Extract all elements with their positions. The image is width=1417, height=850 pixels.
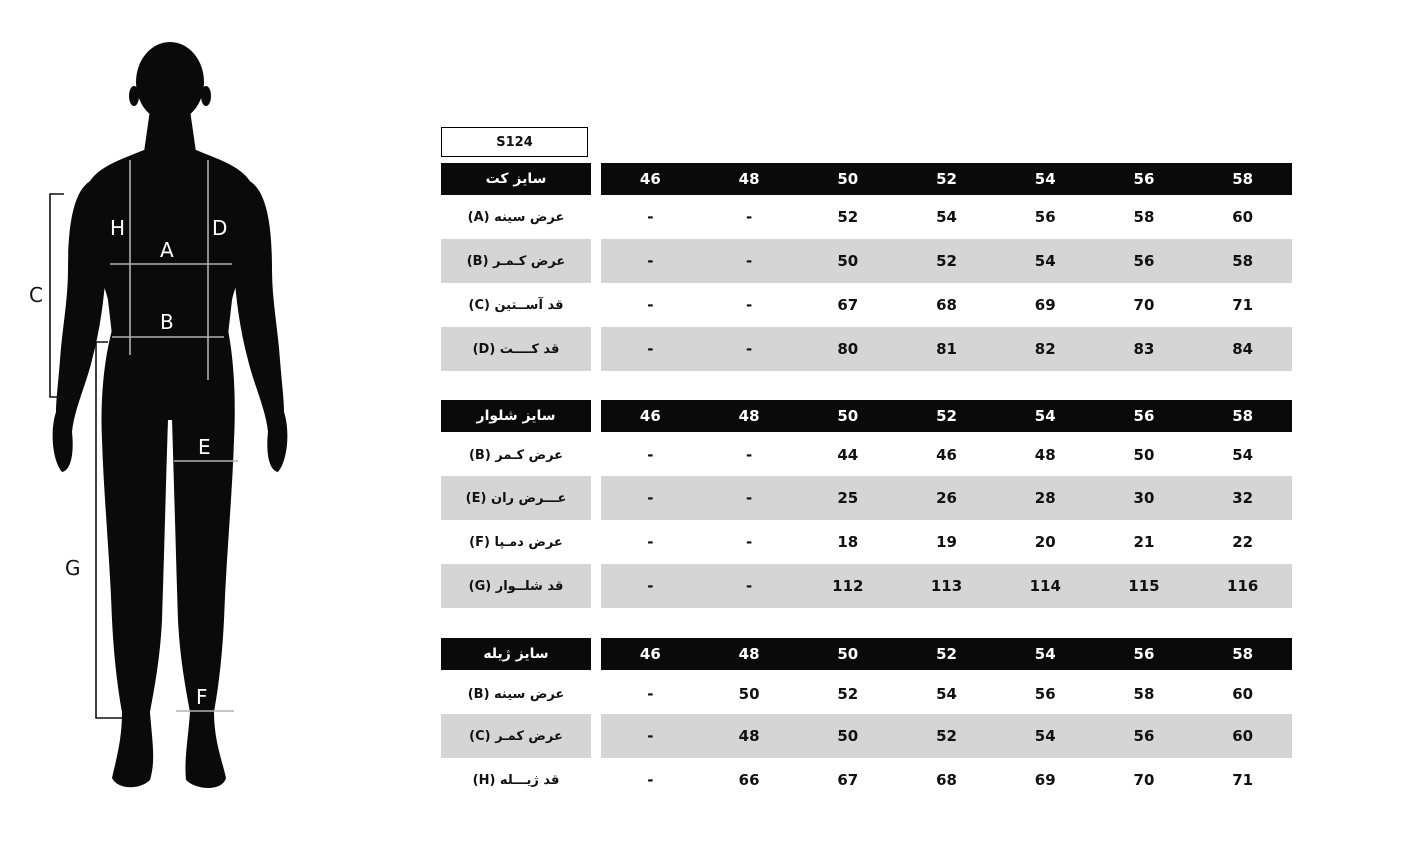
- measurement-cell: 70: [1133, 771, 1155, 789]
- figure-label-c: C: [29, 283, 43, 307]
- measurement-cell: 52: [837, 208, 859, 226]
- measurement-cell: 112: [832, 577, 864, 595]
- measurement-cell: -: [745, 577, 753, 595]
- measurement-cell: -: [745, 208, 753, 226]
- measurement-cell: 82: [1034, 340, 1056, 358]
- measurement-cell: 115: [1128, 577, 1160, 595]
- size-table-header: [441, 400, 1292, 432]
- figure-label-b: B: [160, 310, 174, 334]
- measurement-cell: 54: [936, 685, 957, 703]
- measurement-cell: -: [647, 727, 654, 745]
- measurement-cell: -: [745, 446, 753, 464]
- size-header-cell: 56: [1133, 407, 1155, 425]
- measurement-label: عرض دمـپا (F): [469, 534, 563, 550]
- measurement-label: عرض کمـر (C): [441, 714, 591, 758]
- measurement-cell: 54: [1034, 252, 1056, 270]
- measurement-cell: 70: [1133, 296, 1155, 314]
- measurement-cell: 83: [1133, 340, 1155, 358]
- measurement-cell: 56: [1034, 685, 1056, 703]
- figure-label-e: E: [198, 435, 211, 459]
- table-row: [441, 476, 1292, 520]
- measurement-cell: 22: [1232, 533, 1254, 551]
- measurement-values: [601, 758, 1292, 802]
- measurement-cell: -: [647, 446, 654, 464]
- size-table-title: سایز ژیله: [441, 638, 591, 670]
- measurement-cell: 58: [1133, 208, 1155, 226]
- measurement-label: عـــرض ران (E): [441, 476, 591, 520]
- measurement-cell: 67: [837, 296, 859, 314]
- measurement-cell: 60: [1232, 208, 1254, 226]
- measurement-cell: 56: [1133, 727, 1155, 745]
- measurement-cell: 18: [837, 533, 859, 551]
- measurement-cell: -: [647, 771, 654, 789]
- measurement-cell: -: [647, 577, 654, 595]
- measurement-label: عرض کـمر (B): [468, 447, 564, 463]
- size-header-cell: 50: [837, 170, 859, 188]
- measurement-cell: 66: [738, 771, 760, 789]
- product-code: S124: [441, 127, 588, 157]
- measurement-cell: -: [745, 340, 753, 358]
- body-silhouette: [53, 42, 288, 788]
- measurement-cell: 80: [837, 340, 859, 358]
- measurement-values: [601, 714, 1292, 758]
- figure-label-d: D: [212, 216, 228, 240]
- measurement-label: قد ژیـــله (H): [472, 772, 560, 788]
- size-header-cells: [601, 400, 1292, 432]
- table-row: [441, 195, 1292, 239]
- size-table-title: سایز شلوار: [441, 400, 591, 432]
- table-row: [441, 758, 1292, 802]
- measurement-cell: 58: [1133, 685, 1155, 703]
- measurement-cell: 68: [936, 296, 957, 314]
- measurement-label: قد کــــت (D): [441, 327, 591, 371]
- measurement-cell: 60: [1232, 685, 1254, 703]
- measurement-cell: -: [647, 340, 654, 358]
- table-row: [441, 433, 1292, 477]
- measurement-cell: 26: [936, 489, 957, 507]
- size-header-cell: 48: [738, 170, 760, 188]
- size-header-cell: 48: [738, 645, 760, 663]
- measurement-cell: 28: [1034, 489, 1056, 507]
- table-row: [441, 564, 1292, 608]
- measurement-cell: -: [745, 489, 753, 507]
- measurement-cell: 71: [1232, 771, 1254, 789]
- size-table-header: [441, 638, 1292, 670]
- figure-label-h: H: [110, 216, 126, 240]
- measurement-cell: 52: [837, 685, 859, 703]
- measurement-cell: 69: [1034, 771, 1056, 789]
- measurement-cell: 46: [936, 446, 957, 464]
- measurement-label: عرض سینه (B): [467, 686, 565, 702]
- table-row: [441, 714, 1292, 758]
- size-header-cell: 58: [1232, 645, 1254, 663]
- measurement-cell: 50: [738, 685, 760, 703]
- measurement-cell: 44: [837, 446, 859, 464]
- size-header-cell: 52: [936, 645, 957, 663]
- measurement-label: قد شلــوار (G): [441, 564, 591, 608]
- measurement-cell: -: [647, 296, 654, 314]
- measurement-cell: 54: [1034, 727, 1056, 745]
- measurement-cell: 114: [1029, 577, 1061, 595]
- measurement-cell: 21: [1133, 533, 1155, 551]
- size-header-cell: 46: [639, 645, 661, 663]
- size-header-cell: 50: [837, 407, 859, 425]
- size-header-cell: 46: [639, 407, 661, 425]
- measurement-label: عرض کـمـر (B): [441, 239, 591, 283]
- size-header-cell: 46: [639, 170, 661, 188]
- size-header-cell: 56: [1133, 645, 1155, 663]
- size-header-cell: 54: [1034, 645, 1056, 663]
- measurement-cell: 19: [936, 533, 957, 551]
- measurement-cell: 60: [1232, 727, 1254, 745]
- size-table-header: [441, 163, 1292, 195]
- measurement-cell: 54: [1232, 446, 1254, 464]
- measurement-cell: 58: [1232, 252, 1254, 270]
- measurement-cell: -: [745, 252, 753, 270]
- measurement-cell: 69: [1034, 296, 1056, 314]
- measurement-cell: 67: [837, 771, 859, 789]
- table-row: [441, 327, 1292, 371]
- measurement-cell: 56: [1133, 252, 1155, 270]
- measurement-cell: 50: [1133, 446, 1155, 464]
- measurement-values: [601, 433, 1292, 477]
- measurement-cell: 81: [936, 340, 957, 358]
- measurement-values: [601, 239, 1292, 283]
- size-header-cell: 48: [738, 407, 760, 425]
- measurement-values: [601, 195, 1292, 239]
- size-header-cell: 52: [936, 407, 957, 425]
- size-header-cell: 54: [1034, 170, 1056, 188]
- table-row: [441, 672, 1292, 716]
- measurement-cell: -: [745, 533, 753, 551]
- measurement-values: [601, 520, 1292, 564]
- measurement-cell: 84: [1232, 340, 1254, 358]
- size-header-cell: 58: [1232, 170, 1254, 188]
- measurement-cell: 48: [1034, 446, 1056, 464]
- measurement-cell: 56: [1034, 208, 1056, 226]
- measurement-cell: 52: [936, 727, 957, 745]
- measurement-cell: 113: [930, 577, 963, 595]
- size-header-cells: [601, 163, 1292, 195]
- measurement-values: [601, 283, 1292, 327]
- measurement-cell: 30: [1133, 489, 1155, 507]
- measurement-label: عرض سینه (A): [467, 209, 565, 225]
- measurement-cell: -: [647, 489, 654, 507]
- measurement-values: [601, 476, 1292, 520]
- measurement-cell: -: [745, 296, 753, 314]
- size-header-cells: [601, 638, 1292, 670]
- measurement-label: قد آســتین (C): [468, 297, 564, 313]
- measurement-cell: 54: [936, 208, 957, 226]
- size-header-cell: 50: [837, 645, 859, 663]
- measurement-cell: 32: [1232, 489, 1254, 507]
- figure-label-f: F: [196, 685, 208, 709]
- measurement-cell: 52: [936, 252, 957, 270]
- table-row: [441, 239, 1292, 283]
- measurement-values: [601, 564, 1292, 608]
- measurement-cell: 25: [837, 489, 859, 507]
- size-header-cell: 58: [1232, 407, 1254, 425]
- figure-label-g: G: [65, 556, 81, 580]
- measurement-cell: 116: [1227, 577, 1259, 595]
- measurement-values: [601, 327, 1292, 371]
- measurement-cell: -: [647, 252, 654, 270]
- measurement-values: [601, 672, 1292, 716]
- measurement-cell: 20: [1034, 533, 1056, 551]
- measurement-cell: 48: [738, 727, 760, 745]
- measurement-cell: -: [647, 208, 654, 226]
- size-table-title: سایز کت: [441, 163, 591, 195]
- measurement-cell: 50: [837, 727, 859, 745]
- size-header-cell: 54: [1034, 407, 1056, 425]
- size-header-cell: 56: [1133, 170, 1155, 188]
- size-header-cell: 52: [936, 170, 957, 188]
- figure-label-a: A: [160, 238, 174, 262]
- measurement-cell: 68: [936, 771, 957, 789]
- measurement-cell: 50: [837, 252, 859, 270]
- table-row: [441, 520, 1292, 564]
- measurement-cell: -: [647, 533, 654, 551]
- measurement-cell: -: [647, 685, 654, 703]
- body-measurement-figure: [0, 0, 420, 850]
- measurement-cell: 71: [1232, 296, 1254, 314]
- table-row: [441, 283, 1292, 327]
